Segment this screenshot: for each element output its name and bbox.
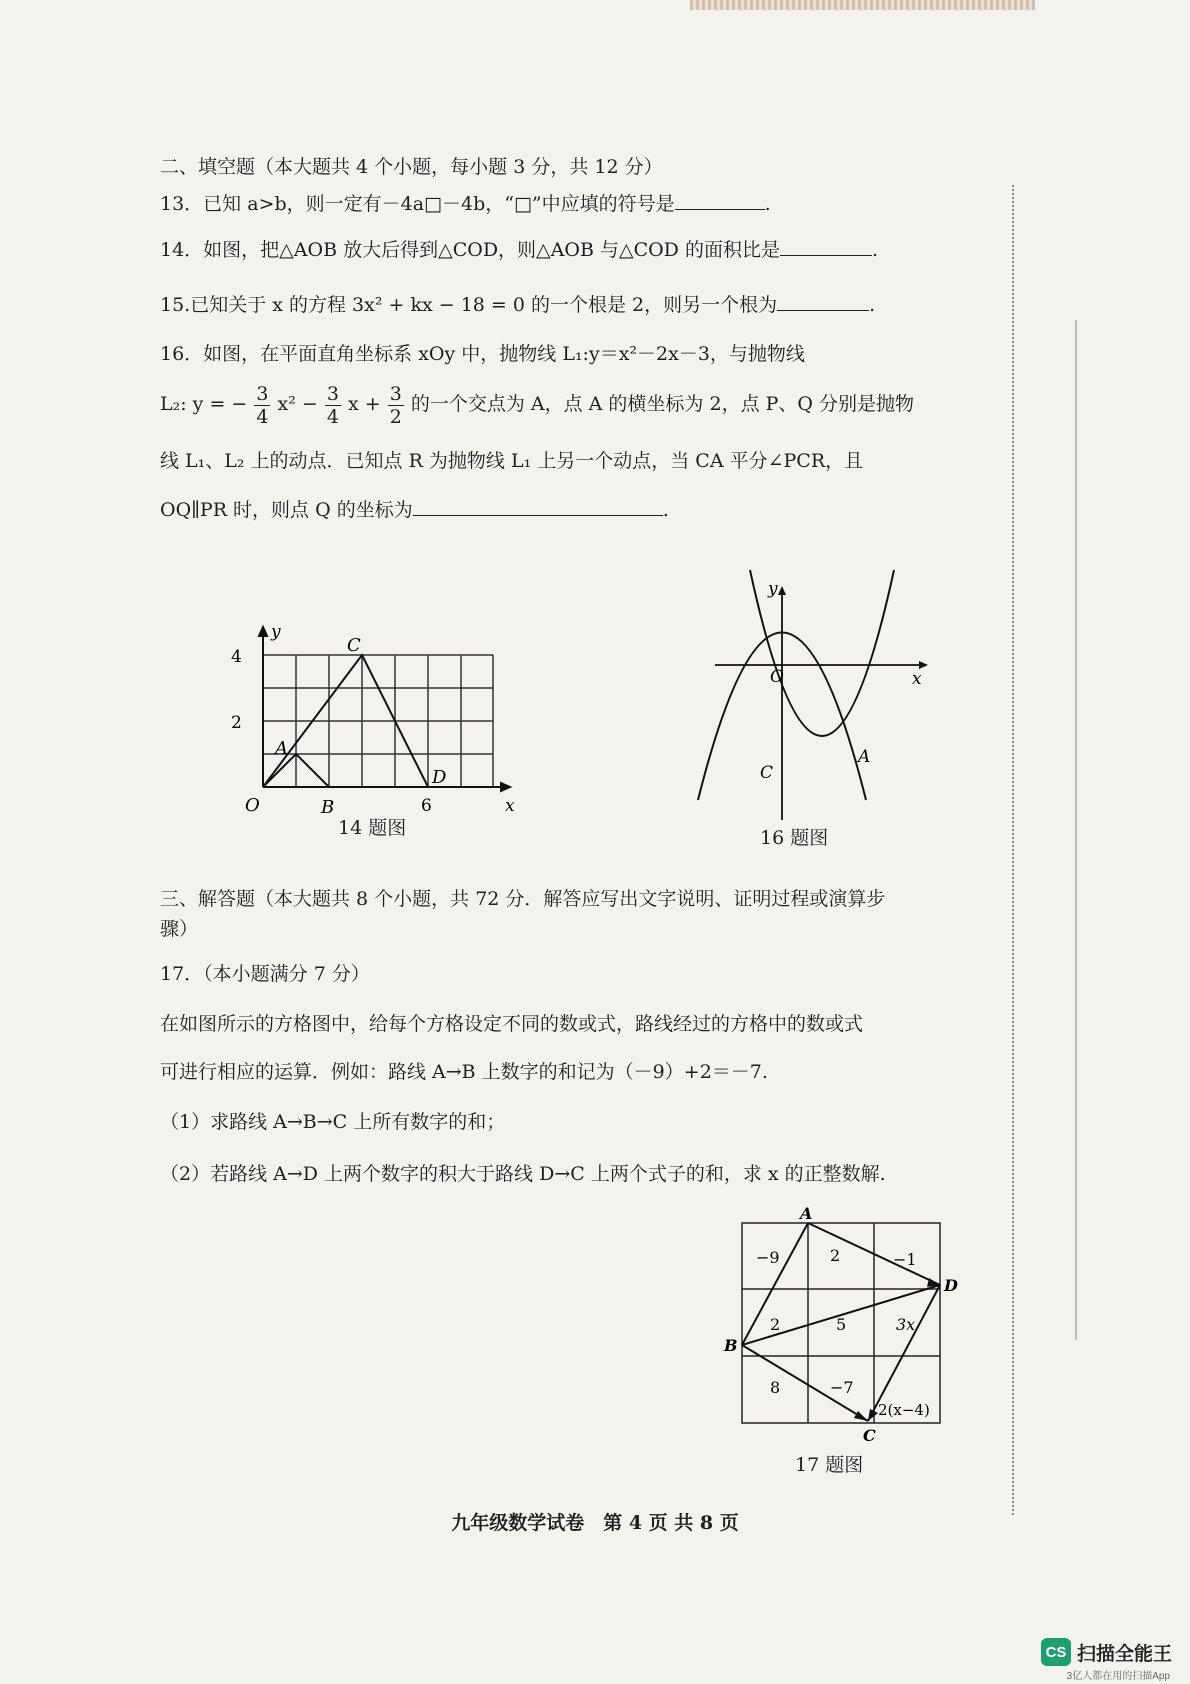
l2-mid1: x² − [277, 393, 318, 415]
question-15 [160, 291, 875, 319]
watermark-name: 扫描全能王 [1076, 1643, 1172, 1665]
cell-value: −1 [893, 1250, 917, 1269]
point-a: A [275, 738, 288, 759]
q13-answer-blank[interactable] [675, 209, 765, 210]
figure-14-caption: 14 题图 [338, 817, 407, 839]
watermark-slogan: 3亿人都在用的扫描App [1066, 1671, 1170, 1682]
origin-label: O [770, 667, 784, 687]
q13-text: 13．已知 a>b，则一定有－4a□－4b，“□”中应填的符号是 [160, 193, 675, 215]
q14-period: . [871, 239, 879, 261]
point-d: D [944, 1276, 958, 1295]
tick-2: 2 [231, 713, 242, 733]
figure-17-caption: 17 题图 [795, 1454, 864, 1476]
frac3-denominator: 2 [389, 405, 402, 428]
q17-part1: （1）求路线 A→B→C 上所有数字的和； [160, 1111, 506, 1133]
cell-value: 5 [836, 1315, 847, 1334]
cell-value: 2 [770, 1315, 781, 1334]
fraction-3-2 [388, 383, 404, 428]
q13-period: . [764, 193, 771, 215]
q15-text: 15.已知关于 x 的方程 3x² + kx − 18 = 0 的一个根是 2，则另一个根为 [160, 294, 778, 316]
q17-part2: （2）若路线 A→D 上两个数字的积大于路线 D→C 上两个式子的和，求 x 的正整数解. [160, 1163, 886, 1185]
binding-solid-line [1075, 320, 1077, 1340]
point-a: A [800, 1204, 813, 1223]
cell-value: −7 [830, 1378, 854, 1397]
frac2-numerator: 3 [326, 382, 339, 405]
figure-17 [720, 1205, 960, 1445]
figure-16 [690, 580, 930, 825]
cell-value: 3x [896, 1315, 916, 1334]
fraction-3-4-b [325, 383, 341, 428]
q14-answer-blank[interactable] [780, 255, 872, 256]
y-axis-label: y [768, 579, 778, 599]
q16-period: . [662, 499, 669, 521]
tick-6: 6 [421, 796, 432, 816]
point-c: C [347, 635, 361, 656]
cell-value: 2 [830, 1246, 841, 1265]
point-b: B [321, 797, 335, 818]
figure-14 [225, 615, 515, 818]
tick-4: 4 [231, 647, 242, 667]
frac1-denominator: 4 [256, 405, 269, 428]
q16-line2 [160, 380, 914, 428]
cell-value: 2(x−4) [878, 1401, 930, 1419]
q16-line2-rest: 的一个交点为 A，点 A 的横坐标为 2，点 P、Q 分别是抛物 [410, 393, 915, 415]
q15-answer-blank[interactable] [777, 310, 869, 311]
figure-16-caption: 16 题图 [760, 827, 829, 849]
point-b: B [724, 1336, 738, 1355]
q16-line4-text: OQ∥PR 时，则点 Q 的坐标为 [160, 499, 413, 521]
point-d: D [432, 767, 447, 788]
torn-edge [690, 0, 1035, 10]
q17-para2: 可进行相应的运算．例如：路线 A→B 上数字的和记为（－9）+2＝－7. [160, 1061, 768, 1083]
y-axis-label: y [271, 622, 281, 642]
page-footer: 九年级数学试卷 第 4 页 共 8 页 [451, 1512, 739, 1534]
q16-line4 [160, 496, 669, 524]
section3-heading-line2: 骤） [160, 918, 199, 940]
point-a: A [858, 747, 871, 767]
q17-para1: 在如图所示的方格图中，给每个方格设定不同的数或式，路线经过的方格中的数或式 [160, 1013, 864, 1035]
q15-period: . [869, 294, 876, 316]
l2-label: L₂: y = − [160, 393, 248, 415]
x-axis-label: x [912, 669, 922, 689]
section3-heading-line1: 三、解答题（本大题共 8 个小题，共 72 分．解答应写出文字说明、证明过程或演算步 [160, 888, 886, 910]
frac3-numerator: 3 [389, 382, 402, 405]
l2-mid2: x + [348, 393, 381, 415]
q14-text: 14．如图，把△AOB 放大后得到△COD，则△AOB 与△COD 的面积比是 [160, 239, 780, 261]
question-14 [160, 236, 878, 264]
frac2-denominator: 4 [326, 405, 339, 428]
q17-title: 17．（本小题满分 7 分） [160, 963, 370, 985]
point-c: C [863, 1426, 876, 1445]
camscanner-logo-icon: CS [1041, 1638, 1071, 1666]
point-o: O [245, 795, 260, 816]
section2-heading: 二、填空题（本大题共 4 个小题，每小题 3 分，共 12 分） [160, 156, 663, 178]
q16-line1: 16．如图，在平面直角坐标系 xOy 中，抛物线 L₁:y＝x²－2x－3，与抛物线 [160, 343, 805, 365]
q16-line3: 线 L₁、L₂ 上的动点．已知点 R 为抛物线 L₁ 上另一个动点，当 CA 平分∠PCR，且 [160, 450, 864, 472]
cell-value: 8 [770, 1378, 781, 1397]
point-c: C [760, 763, 774, 783]
x-axis-label: x [505, 796, 515, 816]
binding-dotted-line [1012, 185, 1014, 1515]
frac1-numerator: 3 [256, 382, 269, 405]
q16-answer-blank[interactable] [413, 515, 663, 516]
scanner-watermark [1041, 1638, 1172, 1666]
fraction-3-4-a [254, 383, 270, 428]
cell-value: −9 [756, 1248, 780, 1267]
grid-14 [263, 655, 493, 787]
question-13 [160, 190, 771, 218]
